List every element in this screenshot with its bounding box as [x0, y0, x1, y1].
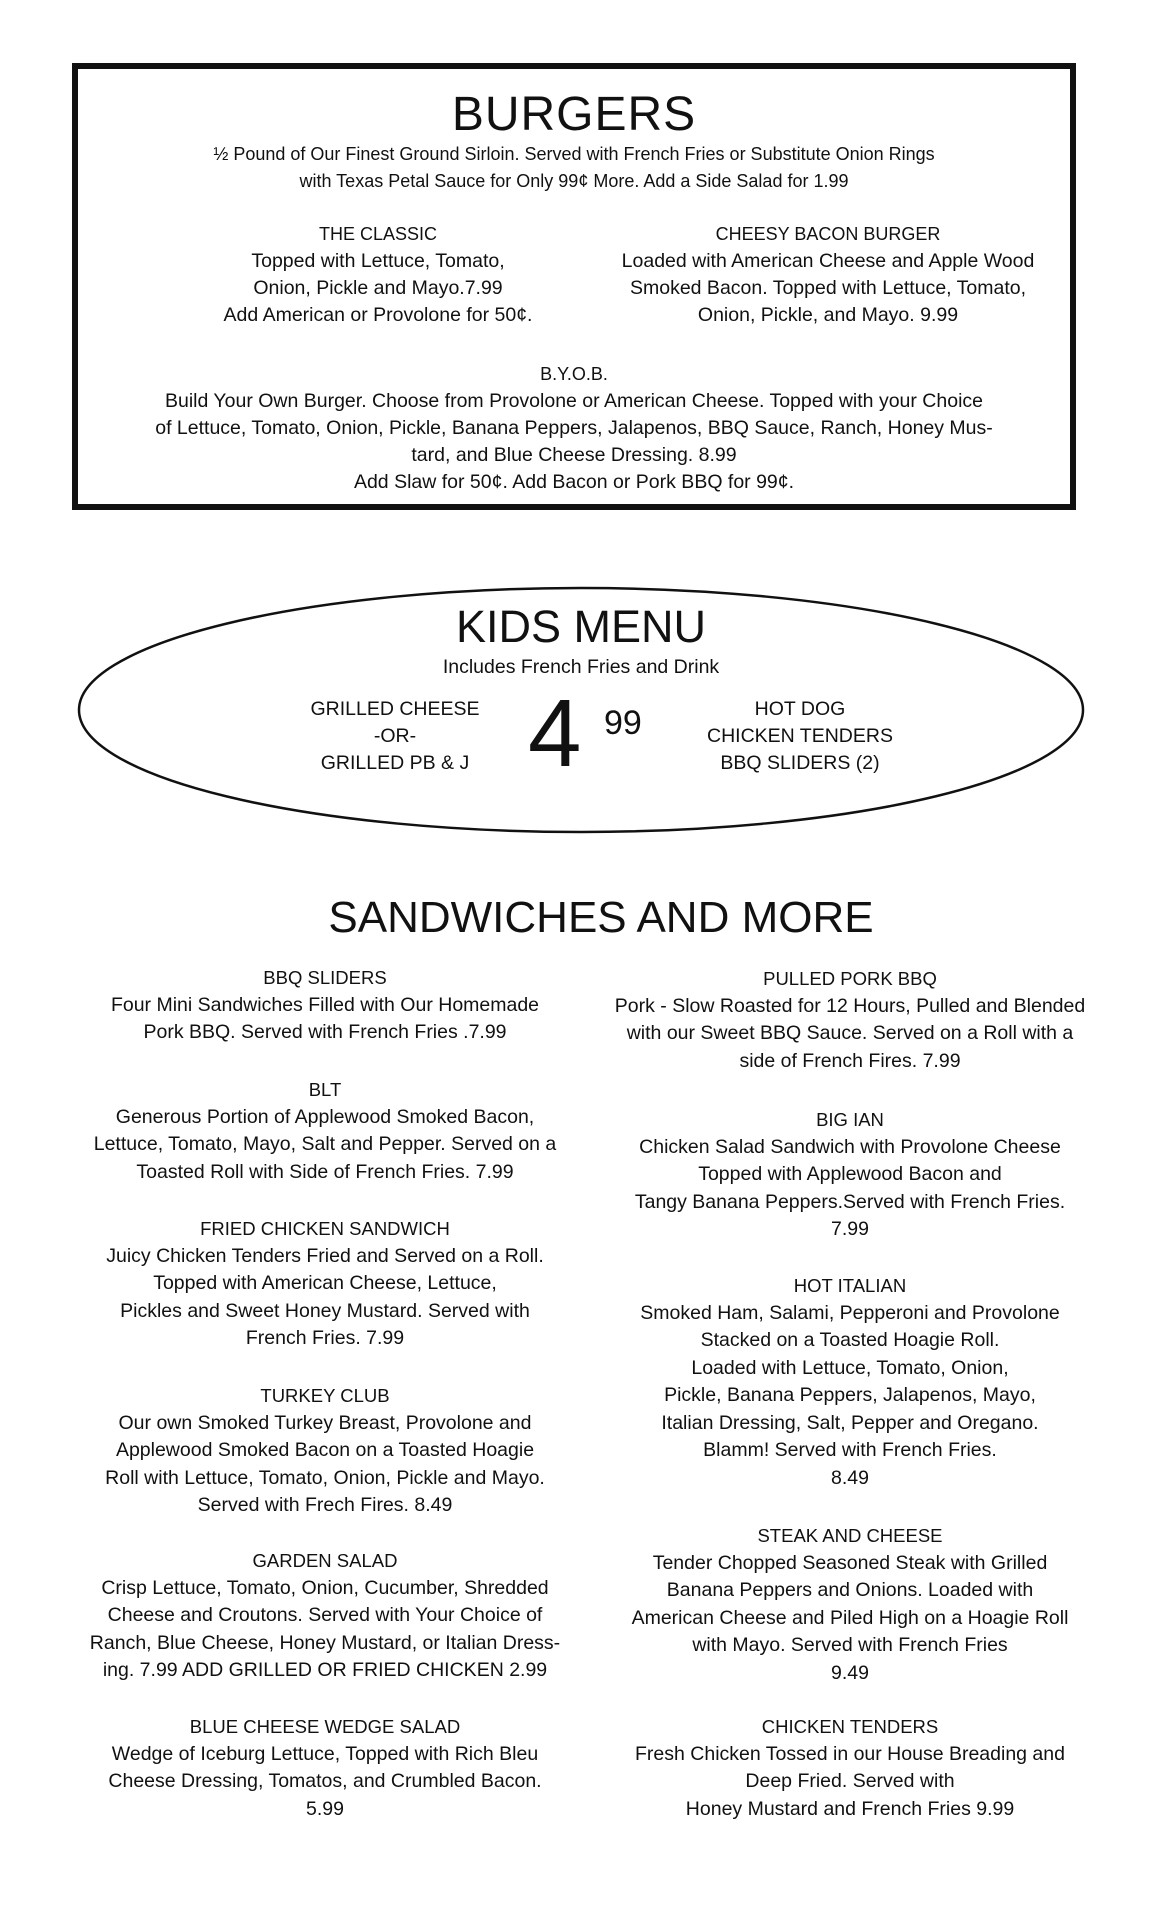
- item-desc-line: French Fries. 7.99: [245, 1327, 405, 1349]
- item-desc-line: Loaded with American Cheese and Apple Wood: [621, 250, 1035, 272]
- item-desc-line: Our own Smoked Turkey Breast, Provolone and: [118, 1411, 532, 1434]
- item-desc-line: Served with Frech Fires. 8.49: [197, 1494, 453, 1516]
- menu-item-the-classic: [168, 221, 588, 329]
- burgers-intro: [118, 141, 1030, 195]
- menu-item-fried-chicken-sandwich: [70, 1215, 580, 1353]
- item-desc-line: Lettuce, Tomato, Mayo, Salt and Pepper. Served on a: [93, 1133, 557, 1155]
- menu-item-bbq-sliders: [70, 964, 580, 1047]
- menu-item-blt: [70, 1076, 580, 1186]
- item-desc-line: Roll with Lettuce, Tomato, Onion, Pickle and Mayo.: [105, 1466, 545, 1489]
- item-desc-line: Loaded with Lettuce, Tomato, Onion,: [691, 1356, 1009, 1379]
- item-desc-line: 7.99: [831, 1218, 869, 1240]
- item-desc-line: tard, and Blue Cheese Dressing. 8.99: [411, 444, 737, 466]
- item-name: BLT: [308, 1079, 342, 1100]
- item-desc-line: of Lettuce, Tomato, Onion, Pickle, Banana Peppers, Jalapenos, BBQ Sauce, Ranch, Honey Mus-: [155, 417, 993, 439]
- item-desc-line: Smoked Ham, Salami, Pepperoni and Provolone: [640, 1301, 1060, 1324]
- item-desc-line: Topped with Lettuce, Tomato,: [251, 250, 505, 272]
- kids-option: GRILLED CHEESE: [310, 698, 480, 720]
- item-desc-line: 9.49: [831, 1661, 869, 1684]
- item-desc-line: Applewood Smoked Bacon on a Toasted Hoagie: [115, 1439, 535, 1461]
- item-desc-line: Topped with Applewood Bacon and: [698, 1163, 1002, 1185]
- item-desc-line: Italian Dressing, Salt, Pepper and Oregano.: [661, 1411, 1039, 1434]
- menu-item-pulled-pork-bbq: [590, 965, 1110, 1075]
- kids-menu-right-options: [690, 696, 910, 777]
- item-name: BBQ SLIDERS: [263, 967, 387, 988]
- burgers-intro-line: ½ Pound of Our Finest Ground Sirloin. Served with French Fries or Substitute Onion Rings: [213, 144, 935, 164]
- item-desc-line: Pickles and Sweet Honey Mustard. Served with: [120, 1299, 530, 1322]
- kids-price-dollars: 4: [528, 680, 582, 787]
- kids-menu-left-options: [300, 696, 490, 777]
- item-desc-line: Chicken Salad Sandwich with Provolone Cheese: [639, 1135, 1061, 1158]
- item-desc-line: Cheese and Croutons. Served with Your Choice of: [107, 1604, 543, 1626]
- item-name: FRIED CHICKEN SANDWICH: [200, 1218, 450, 1239]
- kids-option: -OR-: [373, 725, 417, 747]
- menu-item-hot-italian: [590, 1272, 1110, 1492]
- kids-option: HOT DOG: [754, 698, 846, 720]
- burgers-title: BURGERS: [451, 88, 697, 141]
- item-desc-line: Onion, Pickle and Mayo.7.99: [253, 277, 503, 299]
- item-name: B.Y.O.B.: [540, 364, 608, 384]
- item-desc-line: with Mayo. Served with French Fries: [692, 1634, 1008, 1656]
- item-desc-line: Wedge of Iceburg Lettuce, Topped with Rich Bleu: [111, 1742, 539, 1765]
- item-desc-line: Deep Fried. Served with: [745, 1770, 955, 1792]
- kids-menu-title: KIDS MENU: [455, 601, 707, 652]
- item-desc-line: Ranch, Blue Cheese, Honey Mustard, or Italian Dress-: [89, 1631, 561, 1654]
- item-name: BIG IAN: [816, 1109, 884, 1130]
- kids-option: GRILLED PB & J: [320, 752, 470, 774]
- item-name: BLUE CHEESE WEDGE SALAD: [189, 1716, 461, 1737]
- item-desc-line: ing. 7.99 ADD GRILLED OR FRIED CHICKEN 2.99: [102, 1659, 548, 1681]
- item-desc-line: Crisp Lettuce, Tomato, Onion, Cucumber, Shredded: [101, 1576, 549, 1599]
- item-desc-line: Cheese Dressing, Tomatos, and Crumbled Bacon.: [108, 1770, 542, 1792]
- item-desc-line: Juicy Chicken Tenders Fried and Served on a Roll.: [106, 1244, 544, 1267]
- menu-item-garden-salad: [70, 1547, 580, 1685]
- item-desc-line: Tangy Banana Peppers.Served with French Fries.: [634, 1190, 1066, 1213]
- item-name: PULLED PORK BBQ: [763, 968, 937, 989]
- item-desc-line: Stacked on a Toasted Hoagie Roll.: [700, 1329, 1000, 1351]
- kids-menu-subtitle: Includes French Fries and Drink: [442, 656, 720, 678]
- sandwiches-title: SANDWICHES AND MORE: [328, 893, 874, 942]
- item-desc-line: Banana Peppers and Onions. Loaded with: [666, 1579, 1034, 1601]
- menu-item-chicken-tenders: [590, 1713, 1110, 1823]
- menu-item-steak-and-cheese: [590, 1522, 1110, 1687]
- item-desc-line: side of French Fires. 7.99: [739, 1049, 961, 1072]
- item-desc-line: Pork BBQ. Served with French Fries .7.99: [143, 1021, 507, 1043]
- item-desc-line: Tender Chopped Seasoned Steak with Grilled: [652, 1551, 1048, 1574]
- item-name: STEAK AND CHEESE: [757, 1525, 943, 1546]
- item-desc-line: Fresh Chicken Tossed in our House Breading and: [635, 1742, 1065, 1765]
- item-desc-line: American Cheese and Piled High on a Hoagie Roll: [631, 1606, 1069, 1629]
- item-desc-line: Onion, Pickle, and Mayo. 9.99: [697, 304, 959, 326]
- menu-item-blue-cheese-wedge-salad: [70, 1713, 580, 1823]
- item-desc-line: Add Slaw for 50¢. Add Bacon or Pork BBQ for 99¢.: [353, 471, 795, 493]
- item-desc-line: 8.49: [831, 1466, 869, 1489]
- item-desc-line: Smoked Bacon. Topped with Lettuce, Tomato,: [629, 277, 1027, 299]
- item-name: THE CLASSIC: [318, 224, 438, 244]
- item-desc-line: Toasted Roll with Side of French Fries. 7.99: [136, 1160, 514, 1183]
- item-desc-line: with our Sweet BBQ Sauce. Served on a Roll with a: [626, 1022, 1074, 1044]
- item-desc-line: Add American or Provolone for 50¢.: [223, 304, 533, 326]
- kids-option: CHICKEN TENDERS: [706, 725, 893, 747]
- menu-item-cheesy-bacon-burger: [598, 221, 1058, 329]
- item-name: CHEESY BACON BURGER: [715, 224, 941, 244]
- item-desc-line: Honey Mustard and French Fries 9.99: [685, 1797, 1015, 1820]
- item-desc-line: Pork - Slow Roasted for 12 Hours, Pulled and Blended: [614, 994, 1086, 1017]
- menu-item-big-ian: [590, 1106, 1110, 1244]
- item-name: TURKEY CLUB: [260, 1385, 390, 1406]
- kids-price-cents: 99: [604, 704, 642, 742]
- item-name: HOT ITALIAN: [793, 1275, 907, 1296]
- item-desc-line: Four Mini Sandwiches Filled with Our Homemade: [110, 993, 540, 1016]
- item-desc-line: 5.99: [306, 1797, 344, 1820]
- item-name: GARDEN SALAD: [252, 1550, 398, 1571]
- item-desc-line: Generous Portion of Applewood Smoked Bacon,: [115, 1105, 535, 1128]
- menu-item-byob: [118, 361, 1030, 496]
- item-name: CHICKEN TENDERS: [761, 1716, 939, 1737]
- item-desc-line: Pickle, Banana Peppers, Jalapenos, Mayo,: [664, 1384, 1036, 1406]
- burgers-intro-line: with Texas Petal Sauce for Only 99¢ More. Add a Side Salad for 1.99: [299, 171, 849, 191]
- item-desc-line: Build Your Own Burger. Choose from Provolone or American Cheese. Topped with your Choice: [164, 390, 983, 412]
- item-desc-line: Blamm! Served with French Fries.: [703, 1439, 997, 1461]
- item-desc-line: Topped with American Cheese, Lettuce,: [153, 1272, 497, 1294]
- kids-option: BBQ SLIDERS (2): [720, 752, 880, 774]
- burgers-section: [72, 63, 1076, 510]
- menu-item-turkey-club: [70, 1382, 580, 1520]
